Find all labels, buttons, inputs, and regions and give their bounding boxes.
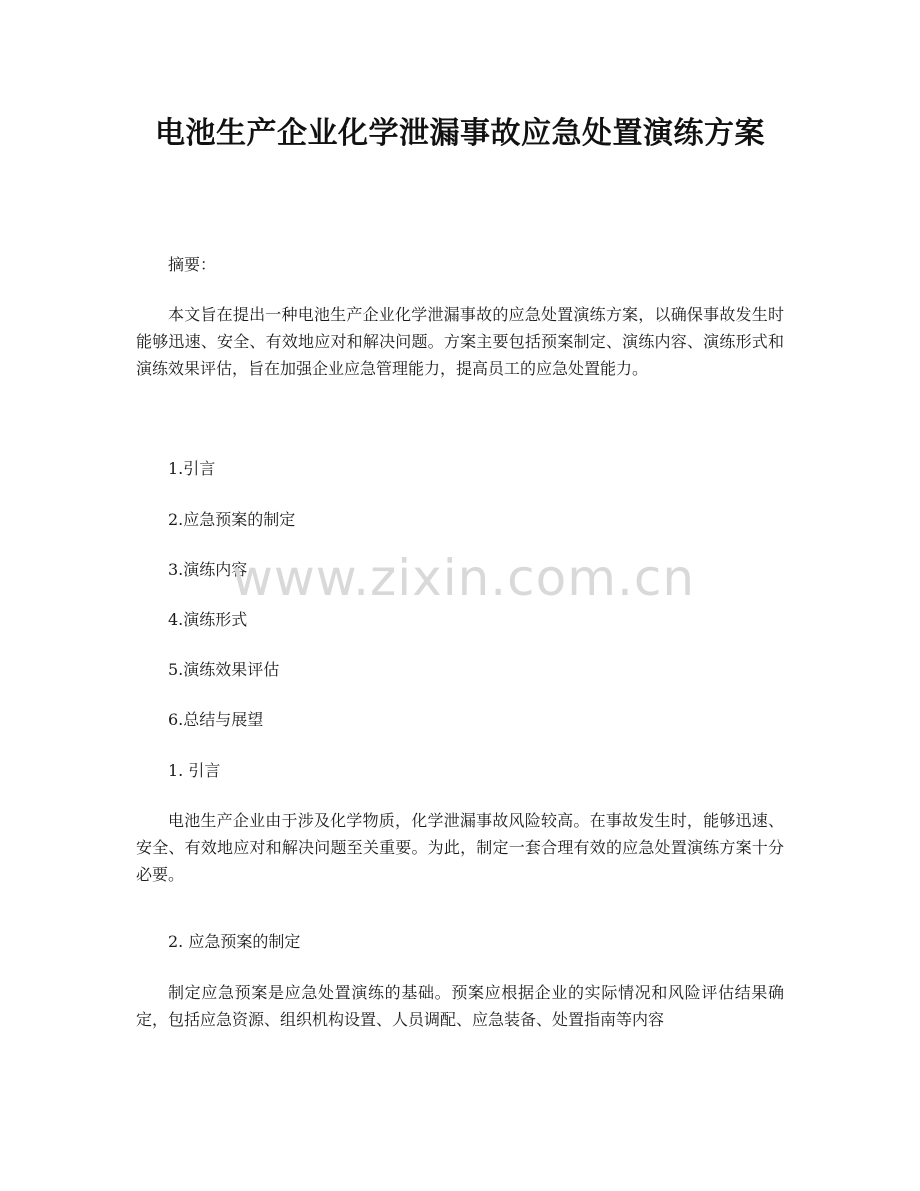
- section-2-paragraph: 制定应急预案是应急处置演练的基础。预案应根据企业的实际情况和风险评估结果确定，包括应急资源、组织机构设置、人员调配、应急装备、处置指南等内容: [136, 983, 784, 1029]
- abstract-paragraph: 本文旨在提出一种电池生产企业化学泄漏事故的应急处置演练方案，以确保事故发生时能够迅速、安全、有效地应对和解决问题。方案主要包括预案制定、演练内容、演练形式和演练效果评估，旨在加强企业应急管理能力，提高员工的应急处置能力。: [136, 305, 784, 378]
- toc-item-1: 1.引言: [168, 459, 216, 478]
- section-1-heading: 1. 引言: [168, 761, 221, 780]
- section-2-heading: 2. 应急预案的制定: [168, 932, 301, 951]
- toc-item-6: 6.总结与展望: [168, 710, 264, 729]
- toc-item-2: 2.应急预案的制定: [168, 510, 296, 529]
- toc-item-4: 4.演练形式: [168, 610, 248, 629]
- toc-item-3: 3.演练内容: [168, 560, 248, 579]
- abstract-label: 摘要：: [168, 255, 217, 274]
- document-title: 电池生产企业化学泄漏事故应急处置演练方案: [155, 116, 765, 151]
- section-1-paragraph: 电池生产企业由于涉及化学物质，化学泄漏事故风险较高。在事故发生时，能够迅速、安全、有效地应对和解决问题至关重要。为此，制定一套合理有效的应急处置演练方案十分必要。: [136, 811, 784, 884]
- toc-item-5: 5.演练效果评估: [168, 660, 280, 679]
- watermark-text: www.zixin.com.cn: [232, 549, 696, 607]
